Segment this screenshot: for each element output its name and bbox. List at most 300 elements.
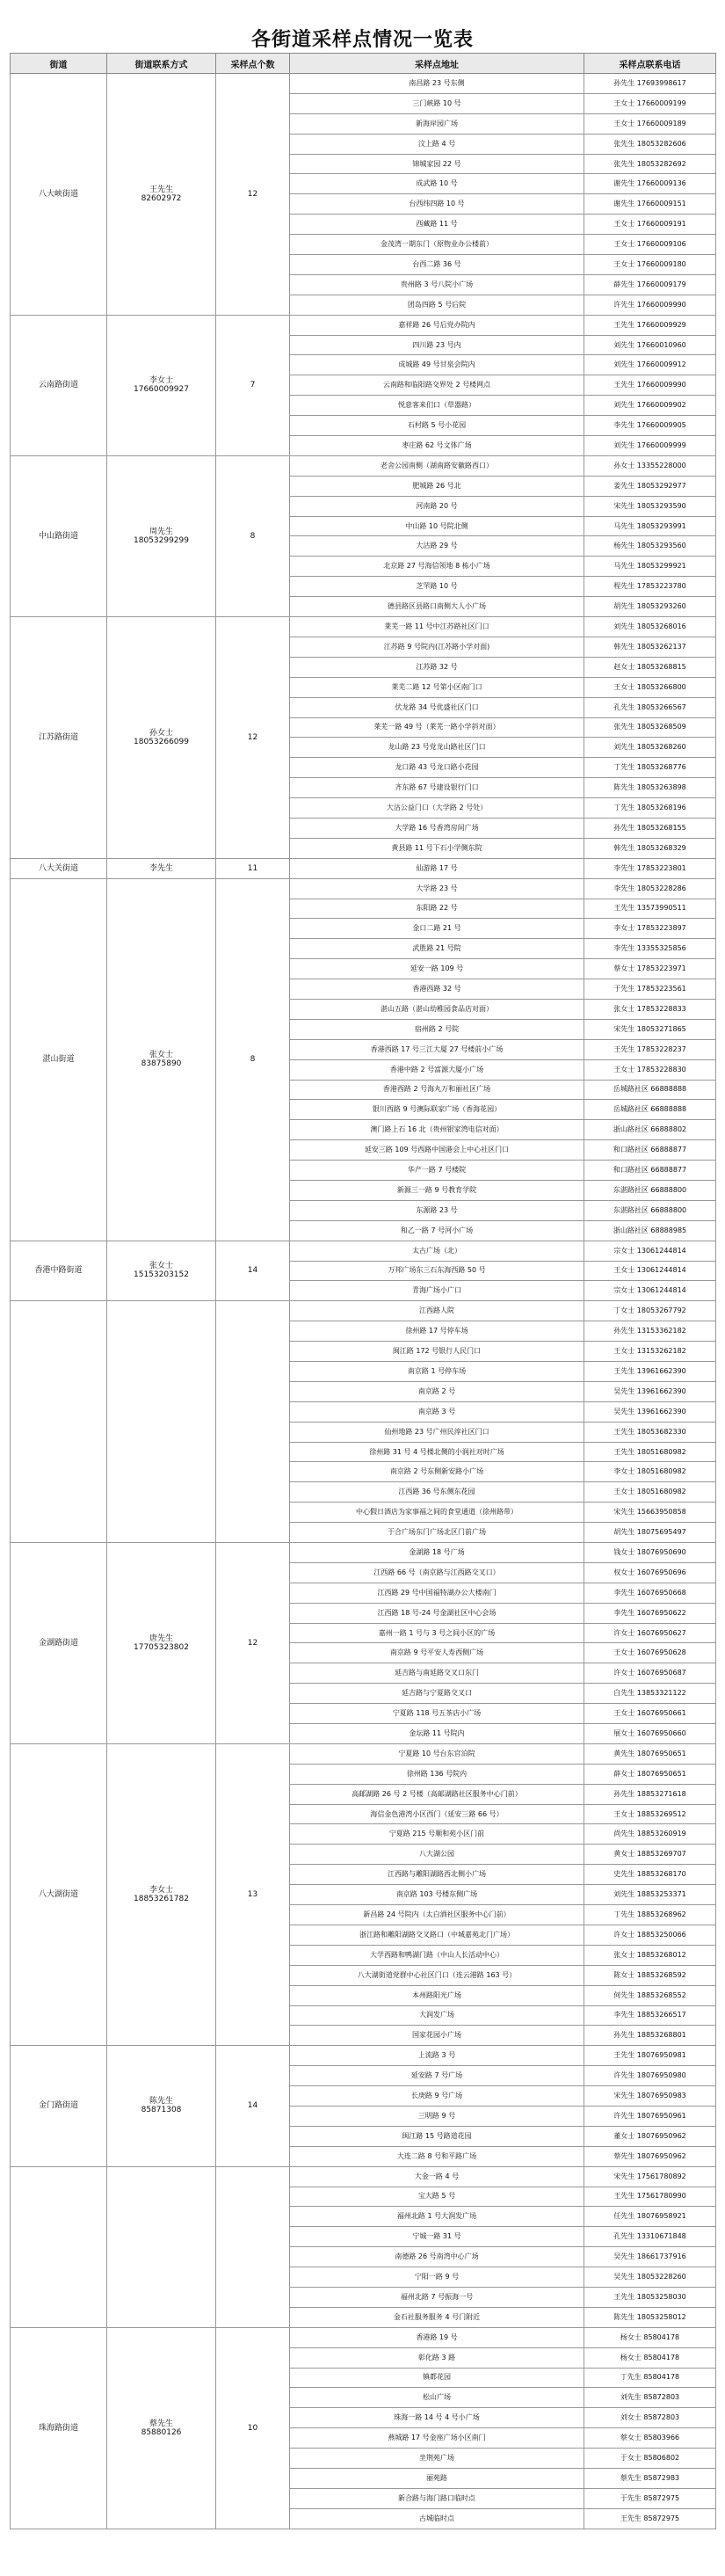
table-row — [11, 1543, 716, 1563]
sample-phone-cell: 丁女士 18053267792 — [584, 1301, 716, 1321]
street-name-cell: 中山路街道 — [11, 455, 107, 616]
sample-phone-cell: 吴先生 18053228260 — [584, 2267, 716, 2288]
sample-address-cell: 石村路 5 号小花园 — [290, 416, 584, 436]
sample-address-cell: 大沽路 29 号 — [290, 536, 584, 557]
sample-phone-cell: 刘先生 85872803 — [584, 2388, 716, 2408]
sample-phone-cell: 丁先生 18853268962 — [584, 1905, 716, 1925]
sample-address-cell: 延安路 7 号广场 — [290, 2066, 584, 2086]
sample-phone-cell: 李先生 18853266517 — [584, 2005, 716, 2026]
sample-phone-cell: 王女士 17660009106 — [584, 235, 716, 255]
sample-address-cell: 南京路 3 号 — [290, 1401, 584, 1422]
sample-phone-cell: 于先生 17853223561 — [584, 979, 716, 1000]
sample-phone-cell: 孙先生 18853271618 — [584, 1784, 716, 1804]
street-name-cell: 八大关街道 — [11, 858, 107, 878]
sample-address-cell: 悦意客来们口（草器路） — [290, 396, 584, 416]
sample-address-cell: 新海岸园广场 — [290, 113, 584, 134]
sample-phone-cell: 马先生 18053293991 — [584, 516, 716, 536]
sample-address-cell: 金茂湾一期东门（原物业办公楼前） — [290, 235, 584, 255]
page-title: 各街道采样点情况一览表 — [250, 28, 474, 51]
sample-address-cell: 南京路 103 号楼东侧广场 — [290, 1885, 584, 1905]
sample-address-cell: 江苏路 32 号 — [290, 657, 584, 677]
sample-address-cell: 本州路阳光广场 — [290, 1985, 584, 2005]
street-name-cell — [11, 2166, 107, 2327]
sample-phone-cell: 胡先生 18053293260 — [584, 597, 716, 617]
header-street: 街道 — [11, 54, 107, 74]
sample-address-cell: 八大湖街道党群中心社区门口（连云港路 163 号） — [290, 1965, 584, 1985]
sample-address-cell: 宁夏路 118 号五茶店小广场 — [290, 1704, 584, 1724]
header-address: 采样点地址 — [290, 54, 584, 74]
sample-address-cell: 江西路 36 号东侧东花园 — [290, 1482, 584, 1503]
sample-address-cell: 湛山五路（湛山幼稚园食品店对面） — [290, 999, 584, 1019]
sample-phone-cell: 张先生 18053282606 — [584, 134, 716, 154]
contact-line: 周先生 — [149, 527, 173, 536]
sample-phone-cell: 李女士 17853223897 — [584, 919, 716, 939]
sample-address-cell: 伏龙路 34 号优盛社区门口 — [290, 697, 584, 717]
sample-phone-cell: 许女士 16076950687 — [584, 1663, 716, 1684]
sample-phone-cell: 陈先生 18053258012 — [584, 2307, 716, 2327]
sample-phone-cell: 刘先生 17660009902 — [584, 396, 716, 416]
sample-phone-cell: 和口路社区 66888877 — [584, 1140, 716, 1161]
sample-address-cell: 延安三路 109 号西路中国港会上中心社区门口 — [290, 1140, 584, 1161]
sample-address-cell: 香港路 19 号 — [290, 2327, 584, 2347]
sample-address-cell: 江苏路 9 号院内(江苏路小学对面) — [290, 637, 584, 657]
sample-address-cell: 团岛四路 5 号后院 — [290, 295, 584, 315]
sample-phone-cell: 和口路社区 66888877 — [584, 1161, 716, 1181]
sample-phone-cell: 吴先生 13961662390 — [584, 1381, 716, 1401]
sample-address-cell: 大学路 16 号香湾房间广场 — [290, 818, 584, 838]
sample-address-cell: 丽苑路 — [290, 2468, 584, 2488]
sample-address-cell: 青海广场小广口 — [290, 1281, 584, 1301]
sample-phone-cell: 蔡女士 17853223971 — [584, 959, 716, 979]
sample-address-cell: 成武路 10 号 — [290, 174, 584, 194]
sample-address-cell: 肥城路 26 号北 — [290, 476, 584, 496]
sample-address-cell: 南德路 26 号南湾中心广场 — [290, 2247, 584, 2267]
sample-phone-cell: 许女士 18853250066 — [584, 1925, 716, 1945]
sample-address-cell: 南京路 2 号 — [290, 1381, 584, 1401]
street-contact-cell — [107, 1743, 216, 2045]
street-contact-cell — [107, 1301, 216, 1543]
sample-address-cell: 德县路区县路口南侧大人小广场 — [290, 597, 584, 617]
sample-phone-cell: 许先生 18076950961 — [584, 2106, 716, 2126]
sample-phone-cell: 张女士 17853228833 — [584, 999, 716, 1019]
sampling-points-table — [10, 53, 716, 2529]
sample-count-cell: 13 — [216, 1743, 290, 2045]
sample-address-cell: 华产一路 7 号楼院 — [290, 1161, 584, 1181]
contact-line: 王先生 — [149, 185, 173, 194]
sample-address-cell: 大润发广场 — [290, 2005, 584, 2026]
sample-address-cell: 金湖路 18 号广场 — [290, 1543, 584, 1563]
sample-phone-cell: 蔡女士 85803966 — [584, 2428, 716, 2449]
sample-address-cell: 北京路 27 号海信领地 8 栋小广场 — [290, 557, 584, 577]
street-contact-cell — [107, 858, 216, 878]
sample-phone-cell: 刘女士 85872803 — [584, 2408, 716, 2428]
sample-phone-cell: 于先生 85872975 — [584, 2488, 716, 2508]
sample-count-cell: 7 — [216, 315, 290, 455]
sample-address-cell: 莱芜一路 49 号（莱芜一路小学斜对面） — [290, 717, 584, 738]
sample-address-cell: 和乙一路 7 号河小广场 — [290, 1220, 584, 1241]
sample-phone-cell: 孙先生 18853268801 — [584, 2026, 716, 2046]
sample-address-cell: 香港西路 32 号 — [290, 979, 584, 1000]
sample-phone-cell: 孔先生 13310671848 — [584, 2227, 716, 2247]
sample-count-cell — [216, 2166, 290, 2327]
street-contact-cell — [107, 617, 216, 859]
sample-phone-cell: 黄女士 18853269707 — [584, 1845, 716, 1865]
sample-address-cell: 大金一路 4 号 — [290, 2166, 584, 2187]
table-row — [11, 455, 716, 476]
sample-phone-cell: 王女士 17660009180 — [584, 255, 716, 275]
sample-phone-cell: 许先生 17660009990 — [584, 295, 716, 315]
sample-address-cell: 金口二路 21 号 — [290, 919, 584, 939]
sample-phone-cell: 许女士 16076950627 — [584, 1623, 716, 1643]
contact-line: 17660009927 — [134, 385, 189, 395]
street-contact-cell — [107, 878, 216, 1241]
sample-address-cell: 三门峡路 10 号 — [290, 93, 584, 113]
sample-address-cell: 龙山路 23 号党龙山路社区门口 — [290, 738, 584, 758]
sample-address-cell: 八大湖公园 — [290, 1845, 584, 1865]
sample-phone-cell: 杨女士 85804178 — [584, 2327, 716, 2347]
sample-address-cell: 徐州路 136 号院内 — [290, 1764, 584, 1784]
sample-phone-cell: 陈先生 18053263898 — [584, 778, 716, 798]
sample-phone-cell: 王先生 13573990511 — [584, 899, 716, 919]
sample-count-cell: 14 — [216, 1241, 290, 1301]
sample-address-cell: 武胜路 21 号院 — [290, 939, 584, 959]
sample-phone-cell: 王女士 16076950661 — [584, 1704, 716, 1724]
sample-phone-cell: 李先生 16076950668 — [584, 1583, 716, 1603]
table-header-row — [11, 54, 716, 74]
sample-address-cell: 闽江路 172 号银行人民门口 — [290, 1342, 584, 1362]
contact-line: 孙女士 — [149, 728, 173, 738]
sample-phone-cell: 李先生 16076950622 — [584, 1603, 716, 1623]
sample-address-cell: 福州北路 7 号振海一号 — [290, 2287, 584, 2307]
sample-address-cell: 海信金色港湾小区西门（延安三路 66 号） — [290, 1804, 584, 1824]
sample-address-cell: 中心假日酒店为家事福之间的食堂通道（徐州路带） — [290, 1503, 584, 1523]
sample-address-cell: 宝大路 5 号 — [290, 2187, 584, 2207]
header-phone: 采样点联系电话 — [584, 54, 716, 74]
contact-line: 18053266099 — [134, 737, 189, 746]
sample-phone-cell: 任先生 18076958921 — [584, 2207, 716, 2227]
sample-address-cell: 南京路 9 号平安人寿西侧广场 — [290, 1643, 584, 1663]
sample-address-cell: 芝罘路 10 号 — [290, 577, 584, 597]
contact-line: 85880126 — [141, 2427, 182, 2437]
sample-phone-cell: 丁先生 18053268776 — [584, 758, 716, 778]
sample-address-cell: 于合广场东门广场北区门前广场 — [290, 1523, 584, 1543]
sample-address-cell: 松山广场 — [290, 2388, 584, 2408]
sample-phone-cell: 王女士 18053266800 — [584, 677, 716, 697]
sample-address-cell: 徐州路 17 号停车场 — [290, 1321, 584, 1342]
sample-address-cell: 太古广场（北） — [290, 1241, 584, 1261]
sample-address-cell: 香港西路 2 号海丸万和丽社区广场 — [290, 1080, 584, 1100]
sample-address-cell: 江西路 29 号中国福特湖办公大楼南门 — [290, 1583, 584, 1603]
sample-address-cell: 贵州路 3 号八院小广场 — [290, 274, 584, 295]
sample-phone-cell: 薛先生 17660009179 — [584, 274, 716, 295]
sample-phone-cell: 杨先生 18053293560 — [584, 536, 716, 557]
sample-phone-cell: 王女士 17853228830 — [584, 1059, 716, 1080]
sample-address-cell: 齐东路 67 号建设银行门口 — [290, 778, 584, 798]
sample-address-cell: 浙江路和雕阳湖路交叉路口（中城嘉苑北门广场） — [290, 1925, 584, 1945]
street-contact-cell — [107, 455, 216, 616]
sample-phone-cell: 展女士 16076950660 — [584, 1724, 716, 1744]
table-row — [11, 2327, 716, 2347]
sample-address-cell: 新昌路 24 号院内（太白酒社区服务中心门前） — [290, 1905, 584, 1925]
sample-address-cell: 闽江路 15 号路道花园 — [290, 2126, 584, 2146]
sample-address-cell: 枣庄路 62 号文体广场 — [290, 436, 584, 456]
street-name-cell: 八大峡街道 — [11, 74, 107, 316]
sample-address-cell: 珠海一路 14 号 4 号小广场 — [290, 2408, 584, 2428]
sample-address-cell: 仙游路 17 号 — [290, 858, 584, 878]
sample-address-cell: 中山路 10 号院北侧 — [290, 516, 584, 536]
sample-phone-cell: 刘先生 18053268016 — [584, 617, 716, 637]
contact-line: 18053299299 — [134, 535, 189, 545]
sample-address-cell: 宿州路 2 号院 — [290, 1019, 584, 1039]
contact-line: 李先生 — [149, 863, 173, 873]
sample-phone-cell: 孙先生 17693998617 — [584, 74, 716, 94]
sample-phone-cell: 李先生 13355325856 — [584, 939, 716, 959]
sample-count-cell: 12 — [216, 1543, 290, 1744]
sample-phone-cell: 王女士 17660009191 — [584, 215, 716, 235]
contact-line: 17705323802 — [134, 1642, 189, 1652]
sample-phone-cell: 东湛路社区 66888800 — [584, 1200, 716, 1220]
street-name-cell: 香港中路街道 — [11, 1241, 107, 1301]
contact-line: 蔡先生 — [149, 2419, 173, 2428]
sample-address-cell: 延吉路与宁夏路交叉口 — [290, 1684, 584, 1704]
contact-line: 张女士 — [149, 1262, 173, 1271]
sample-phone-cell: 孙先生 13153362182 — [584, 1321, 716, 1342]
contact-line: 唐先生 — [149, 1634, 173, 1643]
sample-address-cell: 金坛路 11 号院内 — [290, 1724, 584, 1744]
sample-address-cell: 老舍公园南侧（湖南路安徽路西口） — [290, 455, 584, 476]
sample-phone-cell: 王先生 18051680982 — [584, 1442, 716, 1462]
contact-line: 15153203152 — [134, 1270, 189, 1280]
sample-phone-cell: 宗女士 13061244814 — [584, 1241, 716, 1261]
sample-address-cell: 台西纬四路 10 号 — [290, 194, 584, 215]
sample-phone-cell: 王先生 13961662390 — [584, 1362, 716, 1382]
sample-address-cell: 汶上路 4 号 — [290, 134, 584, 154]
contact-line: 张女士 — [149, 1051, 173, 1060]
table-row — [11, 2166, 716, 2187]
sample-count-cell: 8 — [216, 455, 290, 616]
street-name-cell: 湛山街道 — [11, 878, 107, 1241]
sample-phone-cell: 李先生 17660009905 — [584, 416, 716, 436]
contact-line: 85871308 — [141, 2106, 182, 2115]
sample-phone-cell: 刘先生 18853253371 — [584, 1885, 716, 1905]
sample-phone-cell: 李先生 17853223801 — [584, 858, 716, 878]
sample-phone-cell: 王先生 17853228237 — [584, 1039, 716, 1059]
sample-phone-cell: 宋先生 18053293590 — [584, 496, 716, 516]
sample-phone-cell: 浙山路社区 66888802 — [584, 1120, 716, 1140]
street-contact-cell — [107, 1543, 216, 1744]
sample-phone-cell: 王女士 16076950628 — [584, 1643, 716, 1663]
sample-address-cell: 大学西路和鸭湖门路（中山人长活动中心） — [290, 1945, 584, 1965]
table-row — [11, 858, 716, 878]
sample-count-cell: 11 — [216, 858, 290, 878]
sample-address-cell: 镇都花园 — [290, 2368, 584, 2388]
street-contact-cell — [107, 2327, 216, 2529]
sample-address-cell: 燕城路 17 号金座广场小区南门 — [290, 2428, 584, 2449]
sample-phone-cell: 姜先生 18053292977 — [584, 476, 716, 496]
sample-address-cell: 南昌路 23 号东侧 — [290, 74, 584, 94]
sample-address-cell: 银川西路 9 号澳际联家广场（香海花园） — [290, 1100, 584, 1120]
sample-phone-cell: 王女士 13061244814 — [584, 1261, 716, 1281]
sample-address-cell: 龙口路 43 号龙口路小花园 — [290, 758, 584, 778]
sample-phone-cell: 蔡先生 18076950962 — [584, 2146, 716, 2166]
sample-phone-cell: 孙先生 18053268155 — [584, 818, 716, 838]
sample-address-cell: 嘉祥路 26 号后党办院内 — [290, 315, 584, 335]
sample-phone-cell: 刘先生 17660009912 — [584, 355, 716, 375]
sample-address-cell: 大连二路 8 号和平路广场 — [290, 2146, 584, 2166]
sample-count-cell: 12 — [216, 617, 290, 859]
sample-address-cell: 香港中路 2 号富源大厦小广场 — [290, 1059, 584, 1080]
street-contact-cell — [107, 1241, 216, 1301]
sample-phone-cell: 王先生 17660009990 — [584, 375, 716, 396]
sample-phone-cell: 丁先生 85804178 — [584, 2368, 716, 2388]
sample-address-cell: 古城临时点 — [290, 2508, 584, 2529]
street-name-cell: 八大湖街道 — [11, 1743, 107, 2045]
street-name-cell: 江苏路街道 — [11, 617, 107, 859]
sample-phone-cell: 刘先生 17660009999 — [584, 436, 716, 456]
street-contact-cell — [107, 315, 216, 455]
sample-address-cell: 南京路 1 号停车场 — [290, 1362, 584, 1382]
contact-line: 83875890 — [141, 1059, 182, 1069]
street-name-cell: 云南路街道 — [11, 315, 107, 455]
sample-phone-cell: 韩先生 18053262137 — [584, 637, 716, 657]
sample-address-cell: 仙州地路 23 号广州民淳社区门口 — [290, 1422, 584, 1442]
sample-phone-cell: 王先生 85872975 — [584, 2508, 716, 2529]
sample-phone-cell: 宗女士 13061244814 — [584, 1281, 716, 1301]
sample-address-cell: 河南路 20 号 — [290, 496, 584, 516]
sample-count-cell — [216, 1301, 290, 1543]
sample-address-cell: 黄县路 11 号下石小学侧东院 — [290, 838, 584, 858]
sample-address-cell: 嘉州一路 1 号与 3 号之间小区的广场 — [290, 1623, 584, 1643]
sample-address-cell: 延吉路与南延路交叉口东门 — [290, 1663, 584, 1684]
sample-phone-cell: 吴先生 13961662390 — [584, 1401, 716, 1422]
sample-address-cell: 坐荆苑广场 — [290, 2449, 584, 2469]
sample-phone-cell: 王女士 18853269512 — [584, 1804, 716, 1824]
sample-address-cell: 锦城家园 22 号 — [290, 154, 584, 174]
sample-count-cell: 8 — [216, 878, 290, 1241]
sample-address-cell: 大沽公益门口（大学路 2 号处） — [290, 798, 584, 819]
sample-phone-cell: 薛女士 18076950651 — [584, 1764, 716, 1784]
sample-phone-cell: 张先生 18053282692 — [584, 154, 716, 174]
sample-address-cell: 宁夏路 10 号台东官泊院 — [290, 1743, 584, 1764]
sample-address-cell: 高邮湖路 26 号 2 号楼（高邮湖路社区服务中心门前） — [290, 1784, 584, 1804]
sample-phone-cell: 王先生 17561780990 — [584, 2187, 716, 2207]
header-count: 采样点个数 — [216, 54, 290, 74]
sample-address-cell: 江西路 66 号（南京路与江西路交叉口） — [290, 1562, 584, 1583]
sample-phone-cell: 蔡先生 85872983 — [584, 2468, 716, 2488]
sample-address-cell: 香港西路 17 号三江大厦 27 号楼前小广场 — [290, 1039, 584, 1059]
table-row — [11, 74, 716, 94]
sample-address-cell: 四川路 23 号内 — [290, 335, 584, 355]
sample-phone-cell: 张女士 18853268012 — [584, 1945, 716, 1965]
sample-phone-cell: 钱女士 18076950690 — [584, 1543, 716, 1563]
sample-phone-cell: 尚先生 18853260919 — [584, 1824, 716, 1845]
table-row — [11, 878, 716, 899]
sample-phone-cell: 许先生 18076950980 — [584, 2066, 716, 2086]
sample-phone-cell: 于女士 85806802 — [584, 2449, 716, 2469]
sample-address-cell: 长庚路 9 号广场 — [290, 2086, 584, 2107]
sample-address-cell: 莱芜二路 12 号第小区南门口 — [290, 677, 584, 697]
sample-address-cell: 江西路与雕阳湖路西北侧小广场 — [290, 1865, 584, 1885]
sample-address-cell: 万邦广场东三石东海西路 50 号 — [290, 1261, 584, 1281]
sample-phone-cell: 胡先生 18075695497 — [584, 1523, 716, 1543]
sample-address-cell: 金石社服务服务 4 号门附近 — [290, 2307, 584, 2327]
sample-phone-cell: 刘先生 17660010960 — [584, 335, 716, 355]
sample-phone-cell: 李先生 18053228286 — [584, 878, 716, 899]
sample-address-cell: 彰化路 3 路 — [290, 2347, 584, 2368]
sample-phone-cell: 王女士 13153262182 — [584, 1342, 716, 1362]
sample-address-cell: 大学路 23 号 — [290, 878, 584, 899]
sample-phone-cell: 宋先生 18076950983 — [584, 2086, 716, 2107]
street-contact-cell — [107, 2046, 216, 2166]
sample-address-cell: 宁城一路 31 号 — [290, 2227, 584, 2247]
sample-count-cell: 12 — [216, 74, 290, 316]
sample-phone-cell: 黄先生 18076950651 — [584, 1743, 716, 1764]
sample-phone-cell: 王先生 18053258030 — [584, 2287, 716, 2307]
sample-phone-cell: 吴先生 18661737916 — [584, 2247, 716, 2267]
sample-phone-cell: 陈女士 18853268592 — [584, 1965, 716, 1985]
sample-phone-cell: 权女士 16076950696 — [584, 1562, 716, 1583]
sample-phone-cell: 张先生 18053268509 — [584, 717, 716, 738]
table-row — [11, 2046, 716, 2066]
sample-phone-cell: 刘先生 18053268260 — [584, 738, 716, 758]
sample-address-cell: 台西二路 36 号 — [290, 255, 584, 275]
contact-line: 陈先生 — [149, 2097, 173, 2107]
sample-phone-cell: 董女士 18076950962 — [584, 2126, 716, 2146]
table-row — [11, 1241, 716, 1261]
sample-address-cell: 成城路 49 号甘泉会院内 — [290, 355, 584, 375]
sample-address-cell: 三明路 9 号 — [290, 2106, 584, 2126]
sample-phone-cell: 王女士 18051680982 — [584, 1482, 716, 1503]
street-name-cell: 金门路街道 — [11, 2046, 107, 2166]
sample-phone-cell: 丁先生 18053268196 — [584, 798, 716, 819]
sample-address-cell: 宁夏路 215 号顺和苑小区门前 — [290, 1824, 584, 1845]
sample-address-cell: 国家花园小广场 — [290, 2026, 584, 2046]
sample-address-cell: 新源三一路 9 号教育学院 — [290, 1180, 584, 1200]
sample-address-cell: 宁阳一路 9 号 — [290, 2267, 584, 2288]
sample-address-cell: 延安一路 109 号 — [290, 959, 584, 979]
sample-address-cell: 莱芜一路 11 号中江苏路社区门口 — [290, 617, 584, 637]
sample-phone-cell: 岳城路社区 66888888 — [584, 1080, 716, 1100]
sample-phone-cell: 何先生 18853268552 — [584, 1985, 716, 2005]
sample-phone-cell: 宋先生 18053271865 — [584, 1019, 716, 1039]
sample-phone-cell: 白先生 13853321122 — [584, 1684, 716, 1704]
sample-phone-cell: 岳城路社区 66888888 — [584, 1100, 716, 1120]
sample-phone-cell: 王女士 17660009189 — [584, 113, 716, 134]
sample-phone-cell: 浙山路社区 68888985 — [584, 1220, 716, 1241]
sample-phone-cell: 韩先生 18053268329 — [584, 838, 716, 858]
contact-line: 18853261782 — [134, 1895, 189, 1904]
sample-address-cell: 新合路与海门路口临时点 — [290, 2488, 584, 2508]
sample-address-cell: 徐州路 31 号 4 号楼北侧的小润社对时广场 — [290, 1442, 584, 1462]
sample-phone-cell: 东湛路社区 66888800 — [584, 1180, 716, 1200]
table-row — [11, 1743, 716, 1764]
table-body — [11, 74, 716, 2529]
sample-address-cell: 江西路 18 号-24 号金湖社区中心会场 — [290, 1603, 584, 1623]
street-name-cell: 金湖路街道 — [11, 1543, 107, 1744]
sample-count-cell: 14 — [216, 2046, 290, 2166]
street-name-cell — [11, 1301, 107, 1543]
sample-phone-cell: 谢先生 17660009151 — [584, 194, 716, 215]
sample-phone-cell: 谢先生 17660009136 — [584, 174, 716, 194]
contact-line: 82602972 — [141, 193, 182, 203]
sample-phone-cell: 孔先生 18053266567 — [584, 697, 716, 717]
sample-address-cell: 上流路 3 号 — [290, 2046, 584, 2066]
contact-line: 李女士 — [149, 376, 173, 386]
sample-phone-cell: 王先生 18076950981 — [584, 2046, 716, 2066]
sample-phone-cell: 李女士 18051680982 — [584, 1462, 716, 1482]
sample-address-cell: 福州北路 1 号大润发广场 — [290, 2207, 584, 2227]
sample-phone-cell: 宋先生 15663950858 — [584, 1503, 716, 1523]
